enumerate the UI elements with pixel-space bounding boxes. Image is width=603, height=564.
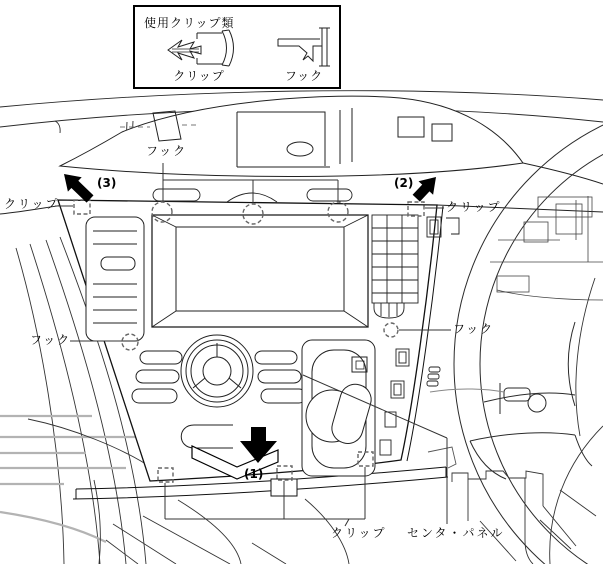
left-air-vent bbox=[86, 217, 144, 341]
lower-right-structure bbox=[452, 278, 603, 564]
step-2-label: (2) bbox=[394, 176, 414, 190]
legend-title: 使用クリップ類 bbox=[144, 16, 235, 30]
callout-center-panel: センタ・パネル bbox=[407, 526, 505, 540]
lower-left-gray-lines bbox=[0, 416, 148, 542]
step-3-label: (3) bbox=[97, 176, 117, 190]
clip-icon bbox=[168, 30, 234, 66]
hook-icon bbox=[278, 28, 330, 66]
legend-hook-label: フック bbox=[284, 69, 324, 83]
shift-console bbox=[302, 340, 375, 476]
callout-clip-top-left: クリップ bbox=[4, 197, 60, 211]
removal-arrow-3 bbox=[64, 174, 94, 203]
removal-arrow-2 bbox=[413, 177, 436, 202]
callout-clip-bottom: クリップ bbox=[331, 526, 387, 540]
callout-clip-top-right: クリップ bbox=[446, 200, 502, 214]
clip-legend-box bbox=[133, 5, 341, 89]
callout-hook-mid-right: フック bbox=[453, 322, 495, 336]
step-1-label: (1) bbox=[244, 467, 264, 481]
callout-hook-mid-left: フック bbox=[30, 333, 72, 347]
display-screen bbox=[152, 215, 368, 327]
callout-hook-top: フック bbox=[146, 144, 188, 158]
legend-clip-label: クリップ bbox=[173, 69, 225, 83]
right-air-vent bbox=[372, 215, 418, 318]
